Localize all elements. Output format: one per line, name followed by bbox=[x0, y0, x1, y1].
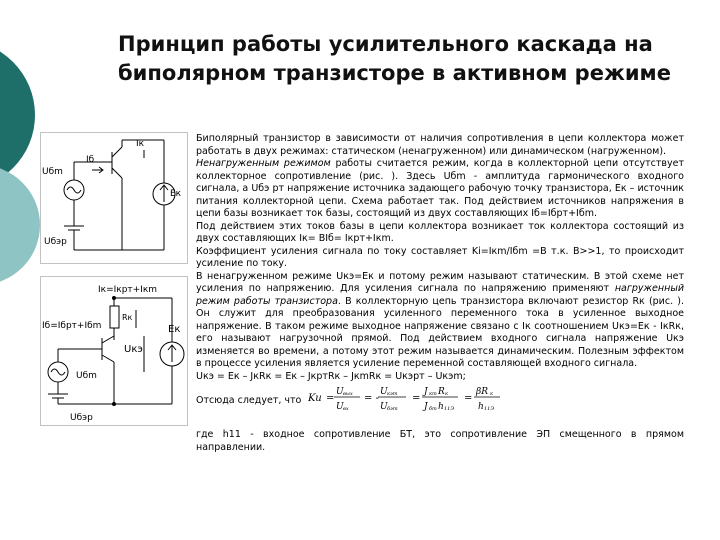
fig2-label-ubm: Uбm bbox=[76, 371, 97, 381]
formula-block bbox=[196, 383, 684, 413]
fig2-label-rk: Rк bbox=[122, 313, 133, 322]
paragraph-5-b: . В коллекторную цепь транзистора включают резистор Rк (рис. ). Он служит для преобразования усиленного переменного тока в усиленное выходное напряжение. В таком режиме выходное напряжение связано с Iк соотношением Uкэ=Ек - IкRк, его называют нагрузочной прямой. Под действием входного сигнала напряжение Uкэ изменяется во времени, а потому этот режим называется динамическим. Полезным эффектом в процессе усиления является усиление переменной составляющей входного сигнала. bbox=[196, 295, 684, 369]
paragraph-5 bbox=[196, 271, 684, 371]
paragraph-3: Под действием этих токов базы в цепи коллектора возникает ток коллектора состоящий из двух составляющих Iк= BIб= Iкрт+Iкm. bbox=[196, 220, 684, 244]
formula-num3-r-sub: к bbox=[445, 391, 448, 397]
fig2-label-ubr: Uбэр bbox=[70, 413, 93, 423]
formula-den2-sub: бэm bbox=[387, 406, 398, 412]
fig1-label-ubr: Uбэр bbox=[44, 237, 67, 247]
fig1-label-ubm: Uбm bbox=[42, 167, 63, 177]
paragraph-2-italic: Ненагруженным режимом bbox=[196, 158, 331, 169]
dark-teal-circle bbox=[0, 40, 35, 190]
formula-den3-h: h bbox=[438, 402, 444, 412]
fig1-label-ek: Eк bbox=[170, 189, 182, 199]
formula-num4-sub: к bbox=[490, 391, 493, 397]
formula-num3-sub: кm bbox=[429, 391, 437, 397]
fig2-label-top: Iк=Iкрт+Iкm bbox=[98, 285, 158, 295]
formula-den4: h bbox=[478, 402, 484, 412]
fig2-label-ek: Eк bbox=[168, 324, 181, 335]
formula-den3-h-sub: 11Э bbox=[444, 406, 455, 412]
fig2-label-uke: Uкэ bbox=[124, 344, 143, 355]
slide-title: Принцип работы усилительного каскада на биполярном транзисторе в активном режиме bbox=[118, 32, 671, 85]
formula-eq: = bbox=[326, 393, 335, 404]
fig1-label-ik: Iк bbox=[136, 139, 145, 149]
formula-num3-r: R bbox=[438, 387, 445, 397]
formula-num2-sub: кэm bbox=[387, 391, 398, 397]
paragraph-5-italic: нагруженный режим работы транзистора bbox=[196, 283, 684, 307]
paragraph-4: Коэффициент усиления сигнала по току составляет Ki=Iкm/Iбm =B т.к. B>>1, то происходит усиление по току. bbox=[196, 245, 684, 269]
decorative-circles bbox=[0, 0, 110, 540]
formula-num1: U bbox=[336, 387, 344, 397]
formula-den1-sub: вх bbox=[343, 406, 349, 412]
formula-den4-sub: 11Э bbox=[484, 406, 495, 412]
fig2-label-left: Iб=Iбрт+Iбm bbox=[42, 321, 102, 331]
formula-num1-sub: вых bbox=[343, 391, 353, 397]
paragraph-2-rest: работы считается режим, когда в коллекторной цепи отсутствует коллекторное сопротивление (рис. ). Здесь Uбm - амплитуда гармонического входного сигнала, а Uбэ рт напряжение источника задающего рабочую точку транзистора, Ек – источник питания коллекторной цепи. Схема работает так. Под действием источников напряжения в цепи базы возникает ток базы, состоящий из двух составляющих Iб=Iбрт+Iбm. bbox=[196, 158, 684, 219]
paragraph-7: Отсюда следует, что bbox=[196, 395, 302, 406]
formula-num4: βR bbox=[476, 387, 488, 397]
circuit-figure-unloaded bbox=[40, 132, 188, 264]
paragraph-8: где h11 - входное сопротивление БТ, это сопротивление ЭП смещенного в прямом направлении. bbox=[196, 429, 684, 453]
formula-den1: U bbox=[336, 402, 344, 412]
formula-minus: = - bbox=[364, 393, 379, 404]
gain-formula bbox=[308, 383, 548, 413]
slide-body bbox=[196, 133, 684, 454]
light-teal-circle bbox=[0, 165, 40, 285]
formula-den3: J bbox=[424, 402, 428, 412]
formula-den2: U bbox=[380, 402, 388, 412]
formula-num2: U bbox=[380, 387, 388, 397]
paragraph-1: Биполярный транзистор в зависимости от наличия сопротивления в цепи коллектора может работать в двух режимах: статическом (ненагруженном) или динамическом (нагруженном). bbox=[196, 133, 684, 157]
formula-ku: Ku bbox=[308, 393, 322, 404]
formula-eq3: = bbox=[464, 393, 473, 404]
circuit-figure-loaded bbox=[40, 276, 188, 426]
formula-eq2: = bbox=[412, 393, 421, 404]
formula-num3: J bbox=[424, 387, 428, 397]
paragraph-6: Uкэ = Ек – JкRк = Ек – JкртRк – JкmRк = Uкэрт – Uкэm; bbox=[196, 370, 466, 382]
fig1-label-ib: Iб bbox=[86, 155, 95, 165]
formula-den3-sub: бm bbox=[429, 406, 437, 412]
paragraph-2 bbox=[196, 158, 684, 221]
paragraph-5-a: В ненагруженном режиме Uкэ=Ек и потому режим называют статическим. В этой схеме нет усиления по напряжению. Для усиления сигнала по напряжению применяют bbox=[196, 270, 684, 294]
